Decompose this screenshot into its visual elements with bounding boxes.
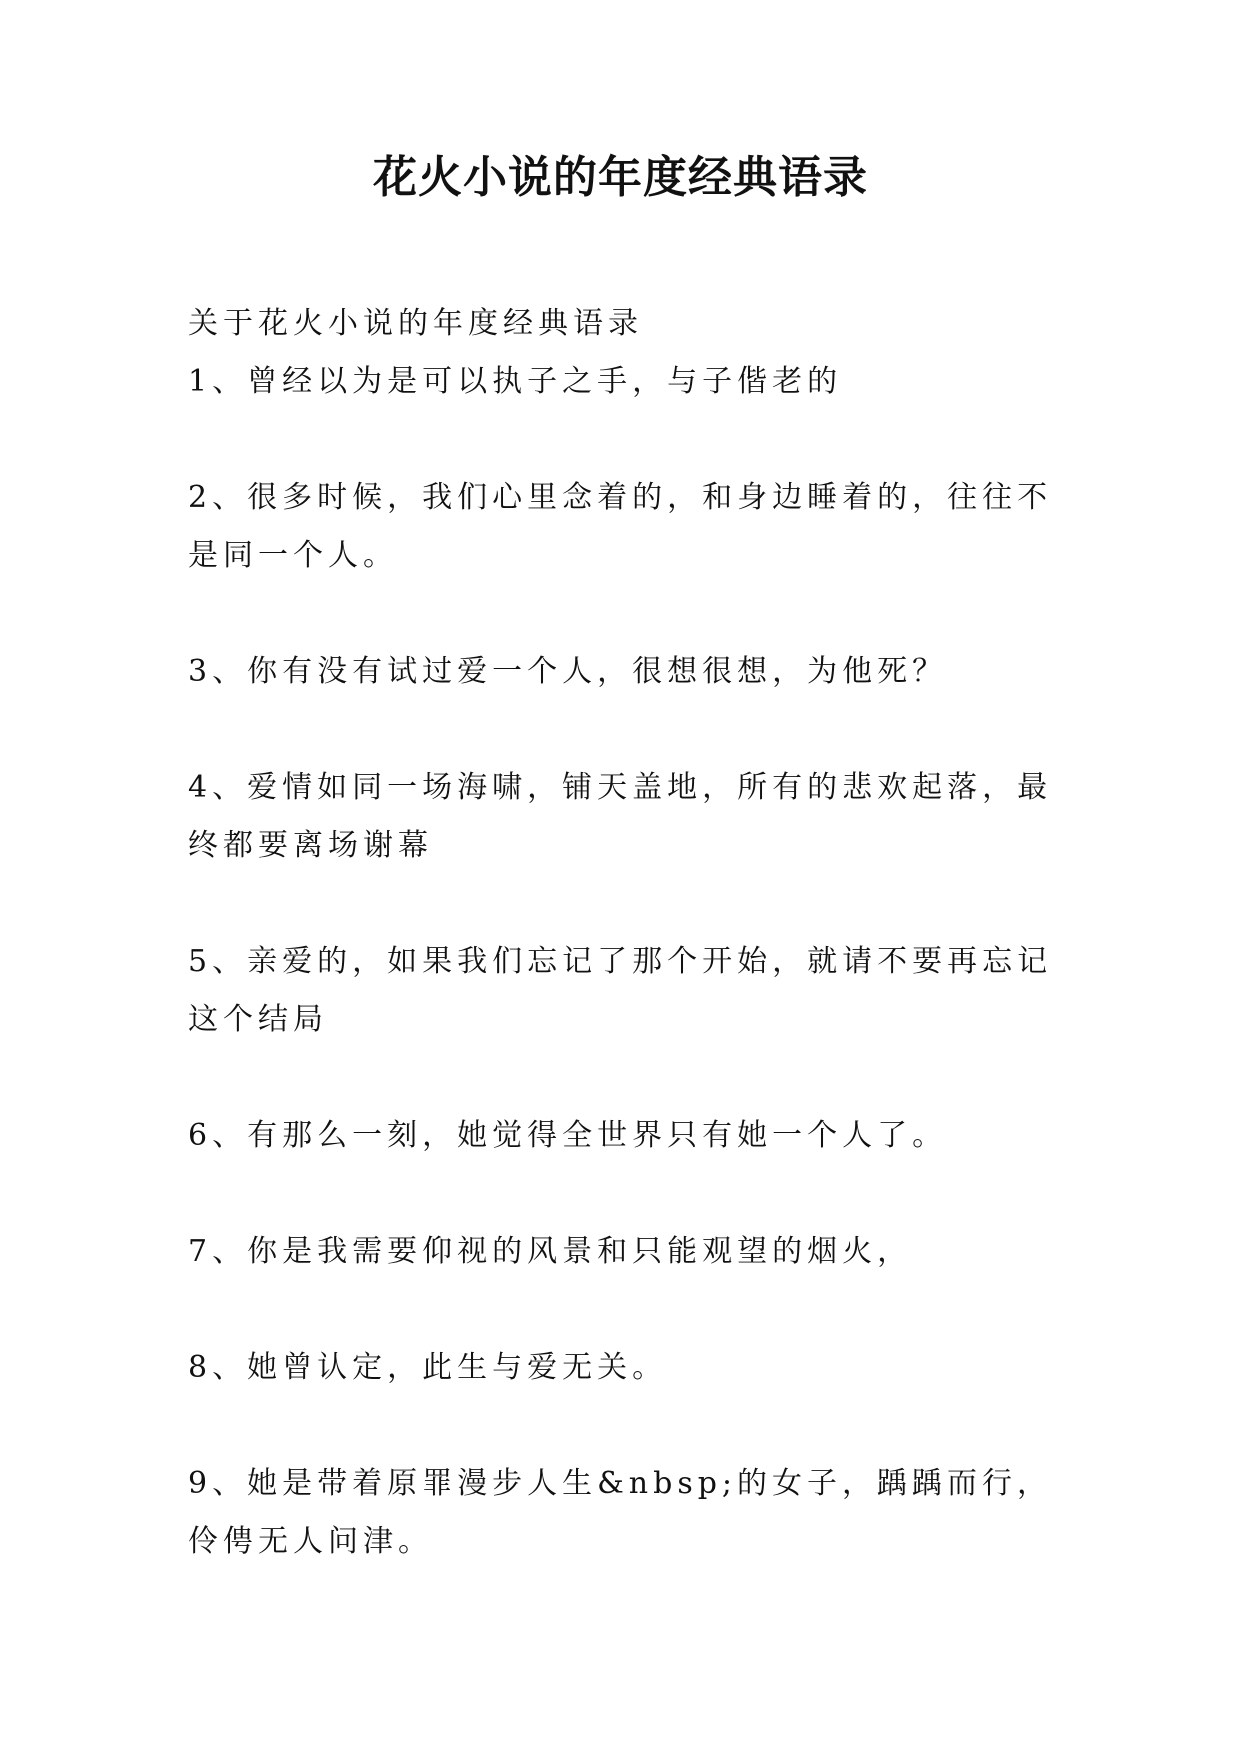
document-subtitle: 关于花火小说的年度经典语录 [188,306,643,341]
page-title: 花火小说的年度经典语录 [373,152,868,203]
quote-item-1: 1、曾经以为是可以执子之手，与子偕老的 [188,364,843,399]
quote-item-2: 2、很多时候，我们心里念着的，和身边睡着的，往往不是同一个人。 [188,480,1053,573]
quote-item-5: 5、亲爱的，如果我们忘记了那个开始，就请不要再忘记这个结局 [188,944,1053,1037]
quote-item-8: 8、她曾认定，此生与爱无关。 [188,1350,668,1385]
quote-item-7: 7、你是我需要仰视的风景和只能观望的烟火， [188,1234,913,1269]
quote-item-4: 4、爱情如同一场海啸，铺天盖地，所有的悲欢起落，最终都要离场谢幕 [188,770,1053,863]
quote-item-6: 6、有那么一刻，她觉得全世界只有她一个人了。 [188,1118,948,1153]
quote-item-3: 3、你有没有试过爱一个人，很想很想，为他死？ [188,654,948,689]
quote-item-9: 9、她是带着原罪漫步人生&nbsp;的女子，踽踽而行，伶俜无人问津。 [188,1466,1053,1559]
document-body [188,295,1060,1629]
